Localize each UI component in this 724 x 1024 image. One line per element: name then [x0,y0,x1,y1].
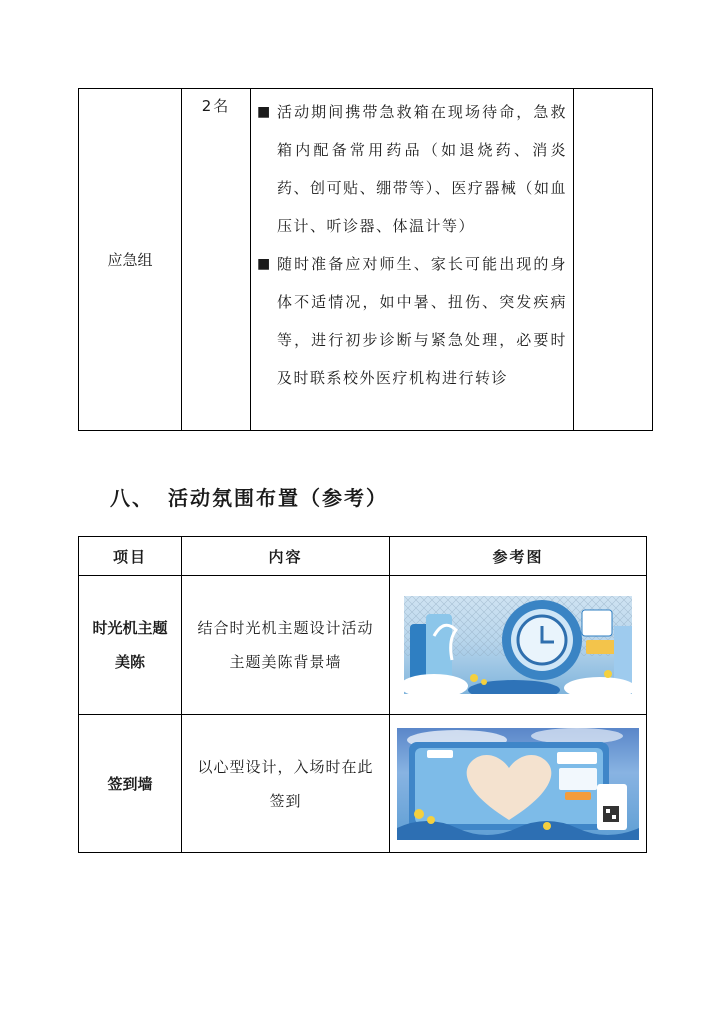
item-cell: 时光机主题美陈 [79,576,182,715]
atmosphere-table [78,536,647,853]
section-heading [110,482,388,511]
content-cell: 结合时光机主题设计活动主题美陈背景墙 [182,576,390,715]
duty-text: 随时准备应对师生、家长可能出现的身体不适情况，如中暑、扭伤、突发疾病等，进行初步诊断与紧急处理，必要时及时联系校外医疗机构进行转诊 [277,255,567,387]
section-number: 八、 [110,486,154,510]
heart-signin-wall-image [397,728,639,840]
heart-signin-wall-illustration [397,728,639,840]
header-item: 项目 [79,537,182,576]
reference-image-cell [390,576,647,715]
time-machine-backdrop-image [404,596,632,694]
table-row [79,89,653,431]
duties-cell [251,89,574,431]
square-bullet-icon: ■ [257,256,271,272]
emergency-team-table [78,88,653,431]
duty-item [257,245,567,397]
header-content: 内容 [182,537,390,576]
table-row [79,576,647,715]
note-cell [574,89,653,431]
headcount-cell: 2名 [182,89,251,431]
time-machine-illustration [404,596,632,694]
content-cell: 以心型设计，入场时在此签到 [182,715,390,853]
square-bullet-icon: ■ [257,104,271,120]
duty-text: 活动期间携带急救箱在现场待命，急救箱内配备常用药品（如退烧药、消炎药、创可贴、绷带等）、医疗器械（如血压计、听诊器、体温计等） [277,103,567,235]
group-name-cell: 应急组 [79,89,182,431]
reference-image-cell [390,715,647,853]
duty-item [257,93,567,245]
item-cell: 签到墙 [79,715,182,853]
header-reference-image: 参考图 [390,537,647,576]
section-title: 活动氛围布置（参考） [168,486,388,510]
table-row [79,715,647,853]
table-header-row [79,537,647,576]
